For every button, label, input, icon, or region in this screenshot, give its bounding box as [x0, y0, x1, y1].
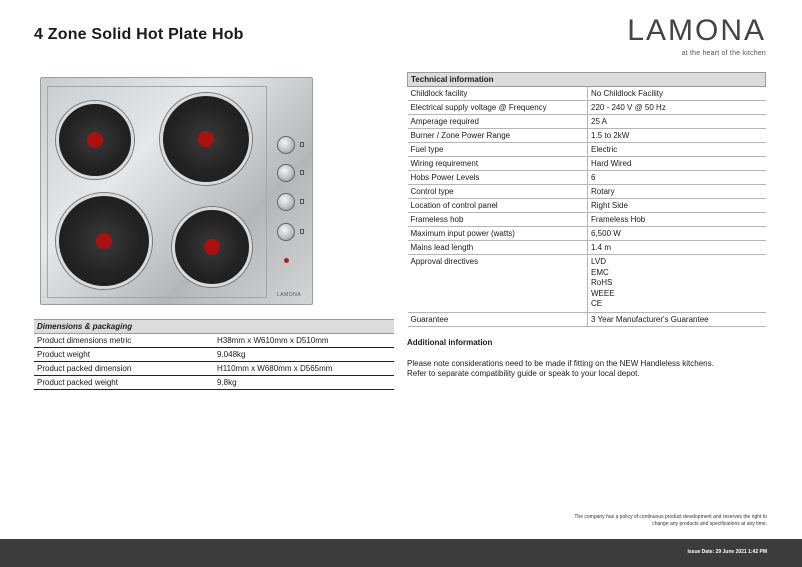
dimensions-table [34, 319, 394, 390]
row-label: Burner / Zone Power Range [408, 129, 588, 143]
hob-surface [47, 86, 267, 298]
control-knob-2 [277, 164, 295, 182]
page-title: 4 Zone Solid Hot Plate Hob [34, 26, 244, 43]
row-label: Product packed weight [34, 376, 214, 390]
approval-item: LVD [591, 257, 606, 266]
control-knob-3 [277, 193, 295, 211]
footer-bar [0, 539, 802, 567]
row-label: Frameless hob [408, 213, 588, 227]
zone-indicator-icon [300, 170, 304, 175]
row-label: Wiring requirement [408, 157, 588, 171]
hot-plate-top-left [56, 101, 134, 179]
row-value: Rotary [588, 185, 766, 199]
approval-values [588, 255, 766, 313]
row-value: 25 A [588, 115, 766, 129]
table-row [408, 129, 766, 143]
row-value: H38mm x W610mm x D510mm [214, 334, 394, 348]
technical-table [407, 72, 766, 327]
row-value: 9.8kg [214, 376, 394, 390]
row-value: 6 [588, 171, 766, 185]
additional-info-title: Additional information [407, 338, 493, 347]
table-row [408, 157, 766, 171]
row-value: Right Side [588, 199, 766, 213]
row-value: 220 - 240 V @ 50 Hz [588, 101, 766, 115]
approval-item: RoHS [591, 278, 613, 287]
row-label: Maximum input power (watts) [408, 227, 588, 241]
row-label: Childlock facility [408, 87, 588, 101]
table-row [408, 143, 766, 157]
row-value: 6,500 W [588, 227, 766, 241]
approval-item: EMC [591, 267, 609, 277]
row-label: Guarantee [408, 312, 588, 326]
table-row [408, 199, 766, 213]
row-value: 1.5 to 2kW [588, 129, 766, 143]
approval-item: WEEE [591, 288, 615, 298]
hot-plate-bottom-right [172, 207, 252, 287]
hob-logo: LAMONA [277, 292, 302, 298]
row-value: 9.048kg [214, 348, 394, 362]
row-label: Product dimensions metric [34, 334, 214, 348]
brand-tagline: at the heart of the kitchen [681, 50, 766, 57]
additional-info-line: Refer to separate compatibility guide or speak to your local depot. [407, 369, 640, 378]
table-row [408, 185, 766, 199]
control-knob-4 [277, 223, 295, 241]
row-label: Fuel type [408, 143, 588, 157]
row-label: Product weight [34, 348, 214, 362]
control-knob-1 [277, 136, 295, 154]
table-row [408, 312, 766, 326]
power-indicator-light [284, 258, 289, 263]
table-row [34, 334, 394, 348]
row-label: Control type [408, 185, 588, 199]
issue-date: Issue Date: 29 June 2021 1:42 PM [687, 549, 767, 555]
row-value: Frameless Hob [588, 213, 766, 227]
disclaimer-line: change any products and specifications at any time. [652, 521, 767, 527]
technical-header: Technical information [408, 73, 766, 87]
row-label: Product packed dimension [34, 362, 214, 376]
row-value: No Childlock Facility [588, 87, 766, 101]
table-row [408, 87, 766, 101]
row-label: Amperage required [408, 115, 588, 129]
table-row [408, 101, 766, 115]
disclaimer-line: The company has a policy of continuous product development and reserves the right to [574, 514, 767, 520]
row-label: Location of control panel [408, 199, 588, 213]
row-value: Electric [588, 143, 766, 157]
table-row [408, 227, 766, 241]
table-row [34, 348, 394, 362]
row-value: 1.4 m [588, 241, 766, 255]
dimensions-header: Dimensions & packaging [34, 320, 394, 334]
table-row [408, 241, 766, 255]
brand-block [627, 16, 766, 57]
row-value: Hard Wired [588, 157, 766, 171]
zone-indicator-icon [300, 142, 304, 147]
additional-info-body [407, 359, 714, 379]
table-row [408, 115, 766, 129]
approval-item: CE [591, 299, 603, 308]
zone-indicator-icon [300, 199, 304, 204]
table-row [408, 213, 766, 227]
row-label: Hobs Power Levels [408, 171, 588, 185]
table-row [34, 362, 394, 376]
table-row [408, 255, 766, 313]
zone-indicator-icon [300, 229, 304, 234]
brand-logo: LAMONA [627, 14, 766, 47]
row-label: Approval directives [408, 255, 588, 313]
row-label: Electrical supply voltage @ Frequency [408, 101, 588, 115]
row-label: Mains lead length [408, 241, 588, 255]
table-row [408, 171, 766, 185]
hot-plate-bottom-left [56, 193, 152, 289]
row-value: H110mm x W680mm x D565mm [214, 362, 394, 376]
hot-plate-top-right [160, 93, 252, 185]
additional-info-line: Please note considerations need to be made if fitting on the NEW Handleless kitchens. [407, 359, 714, 368]
table-row [34, 376, 394, 390]
row-value: 3 Year Manufacturer's Guarantee [588, 312, 766, 326]
product-image [40, 77, 313, 305]
disclaimer [507, 514, 767, 528]
